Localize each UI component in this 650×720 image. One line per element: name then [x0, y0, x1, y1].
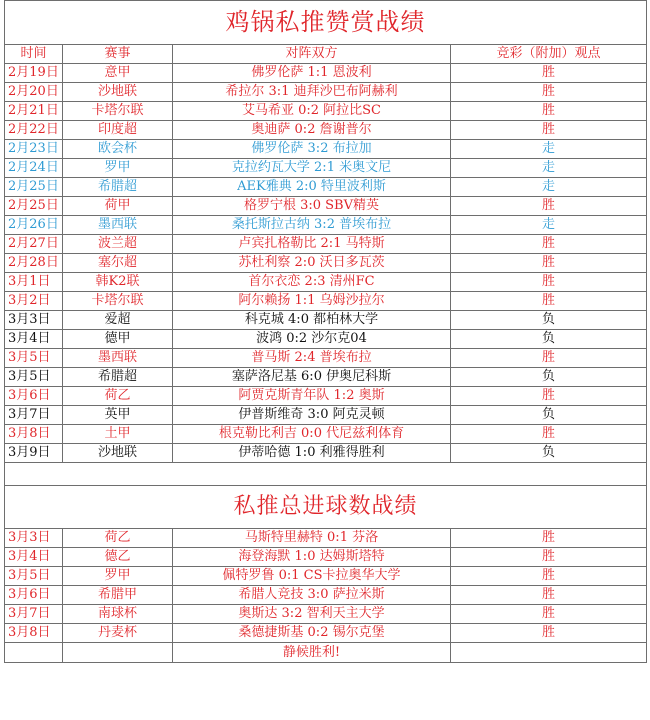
results-table [4, 0, 647, 663]
row-match: 希拉尔 3:1 迪拜沙巴布阿赫利 [173, 83, 451, 102]
section2-title: 私推总进球数战绩 [5, 486, 647, 529]
row-league: 墨西联 [63, 349, 173, 368]
row-date: 2月22日 [5, 121, 63, 140]
row-league: 丹麦杯 [63, 624, 173, 643]
row-date: 2月25日 [5, 197, 63, 216]
row-match: 克拉约瓦大学 2:1 米奥文尼 [173, 159, 451, 178]
row-league: 沙地联 [63, 83, 173, 102]
row-date: 3月3日 [5, 311, 63, 330]
row-date: 3月6日 [5, 387, 63, 406]
row-result: 胜 [451, 292, 647, 311]
results-sheet [4, 0, 646, 663]
row-date: 3月6日 [5, 586, 63, 605]
row-date: 3月7日 [5, 605, 63, 624]
row-match: 佩特罗鲁 0:1 CS卡拉奥华大学 [173, 567, 451, 586]
row-result: 胜 [451, 586, 647, 605]
row-result: 胜 [451, 548, 647, 567]
row-match: 海登海默 1:0 达姆斯塔特 [173, 548, 451, 567]
row-match: 艾马希亚 0:2 阿拉比SC [173, 102, 451, 121]
row-result: 胜 [451, 349, 647, 368]
row-league: 爱超 [63, 311, 173, 330]
table-row [5, 406, 647, 425]
row-match: 波鸿 0:2 沙尔克04 [173, 330, 451, 349]
row-result: 胜 [451, 121, 647, 140]
row-league: 韩K2联 [63, 273, 173, 292]
table-row [5, 64, 647, 83]
table-row [5, 425, 647, 444]
row-match: 伊普斯维奇 3:0 阿克灵顿 [173, 406, 451, 425]
table-row [5, 586, 647, 605]
row-date: 3月5日 [5, 349, 63, 368]
row-league: 荷乙 [63, 387, 173, 406]
row-match: 格罗宁根 3:0 SBV精英 [173, 197, 451, 216]
row-date: 2月26日 [5, 216, 63, 235]
table-row [5, 349, 647, 368]
row-league: 墨西联 [63, 216, 173, 235]
row-league: 荷乙 [63, 529, 173, 548]
row-match: 佛罗伦萨 1:1 恩波利 [173, 64, 451, 83]
row-date: 2月24日 [5, 159, 63, 178]
row-date: 2月20日 [5, 83, 63, 102]
row-date: 2月25日 [5, 178, 63, 197]
row-match: 桑德捷斯基 0:2 锡尔克堡 [173, 624, 451, 643]
row-date: 3月5日 [5, 567, 63, 586]
row-league: 德乙 [63, 548, 173, 567]
row-match: 奥迪萨 0:2 詹谢普尔 [173, 121, 451, 140]
table-row [5, 368, 647, 387]
table-row [5, 444, 647, 463]
row-match: 希腊人竞技 3:0 萨拉米斯 [173, 586, 451, 605]
row-league: 罗甲 [63, 159, 173, 178]
row-match: AEK雅典 2:0 特里波利斯 [173, 178, 451, 197]
row-date: 2月23日 [5, 140, 63, 159]
row-result: 胜 [451, 64, 647, 83]
row-result: 负 [451, 330, 647, 349]
row-date: 2月19日 [5, 64, 63, 83]
row-result: 胜 [451, 624, 647, 643]
row-match: 马斯特里赫特 0:1 芬洛 [173, 529, 451, 548]
row-league: 欧会杯 [63, 140, 173, 159]
footer-empty-cell [451, 643, 647, 663]
table-row [5, 83, 647, 102]
row-match: 佛罗伦萨 3:2 布拉加 [173, 140, 451, 159]
footer-empty-cell [5, 643, 63, 663]
row-date: 3月4日 [5, 330, 63, 349]
footer-row [5, 643, 647, 663]
row-date: 3月3日 [5, 529, 63, 548]
row-league: 塞尔超 [63, 254, 173, 273]
row-match: 苏杜利察 2:0 沃日多瓦茨 [173, 254, 451, 273]
row-result: 负 [451, 444, 647, 463]
footer-text: 静候胜利! [173, 643, 451, 663]
table-row [5, 140, 647, 159]
table-row [5, 178, 647, 197]
row-league: 卡塔尔联 [63, 292, 173, 311]
row-result: 胜 [451, 197, 647, 216]
row-result: 负 [451, 406, 647, 425]
table-row [5, 529, 647, 548]
row-league: 意甲 [63, 64, 173, 83]
row-result: 胜 [451, 567, 647, 586]
row-match: 奥斯达 3:2 智利天主大学 [173, 605, 451, 624]
spacer-row [5, 463, 647, 486]
row-result: 胜 [451, 529, 647, 548]
row-match: 卢宾扎格勒比 2:1 马特斯 [173, 235, 451, 254]
row-match: 首尔衣恋 2:3 清州FC [173, 273, 451, 292]
table-row [5, 254, 647, 273]
table-row [5, 102, 647, 121]
table-row [5, 159, 647, 178]
row-league: 南球杯 [63, 605, 173, 624]
row-result: 胜 [451, 425, 647, 444]
row-date: 3月2日 [5, 292, 63, 311]
row-date: 3月9日 [5, 444, 63, 463]
table-row [5, 548, 647, 567]
row-result: 胜 [451, 235, 647, 254]
row-match: 科克城 4:0 都柏林大学 [173, 311, 451, 330]
row-league: 英甲 [63, 406, 173, 425]
row-date: 3月8日 [5, 425, 63, 444]
table-row [5, 605, 647, 624]
row-league: 罗甲 [63, 567, 173, 586]
row-match: 普马斯 2:4 普埃布拉 [173, 349, 451, 368]
row-match: 阿尔赖扬 1:1 乌姆沙拉尔 [173, 292, 451, 311]
table-row [5, 273, 647, 292]
row-match: 根克勒比利吉 0:0 代尼兹利体育 [173, 425, 451, 444]
row-result: 走 [451, 140, 647, 159]
row-date: 3月5日 [5, 368, 63, 387]
row-date: 2月28日 [5, 254, 63, 273]
row-match: 桑托斯拉古纳 3:2 普埃布拉 [173, 216, 451, 235]
row-date: 2月27日 [5, 235, 63, 254]
table-row [5, 292, 647, 311]
row-match: 伊蒂哈德 1:0 利雅得胜利 [173, 444, 451, 463]
table-row [5, 330, 647, 349]
row-date: 3月4日 [5, 548, 63, 567]
row-match: 阿贾克斯青年队 1:2 奥斯 [173, 387, 451, 406]
table-row [5, 387, 647, 406]
row-league: 希腊甲 [63, 586, 173, 605]
row-league: 希腊超 [63, 178, 173, 197]
row-league: 沙地联 [63, 444, 173, 463]
header-match: 对阵双方 [173, 45, 451, 64]
row-result: 胜 [451, 605, 647, 624]
row-date: 3月7日 [5, 406, 63, 425]
table-row [5, 311, 647, 330]
row-result: 胜 [451, 273, 647, 292]
row-league: 德甲 [63, 330, 173, 349]
footer-empty-cell [63, 643, 173, 663]
row-result: 负 [451, 311, 647, 330]
header-league: 赛事 [63, 45, 173, 64]
row-result: 走 [451, 216, 647, 235]
row-league: 卡塔尔联 [63, 102, 173, 121]
table-row [5, 216, 647, 235]
row-date: 3月8日 [5, 624, 63, 643]
table-row [5, 121, 647, 140]
table-row [5, 567, 647, 586]
row-result: 胜 [451, 254, 647, 273]
section1-title: 鸡锅私推赞赏战绩 [5, 1, 647, 45]
row-result: 走 [451, 159, 647, 178]
table-row [5, 624, 647, 643]
header-time: 时间 [5, 45, 63, 64]
row-match: 塞萨洛尼基 6:0 伊奥尼科斯 [173, 368, 451, 387]
row-date: 2月21日 [5, 102, 63, 121]
row-result: 胜 [451, 387, 647, 406]
row-league: 土甲 [63, 425, 173, 444]
row-league: 希腊超 [63, 368, 173, 387]
row-league: 荷甲 [63, 197, 173, 216]
header-result: 竞彩（附加）观点 [451, 45, 647, 64]
row-league: 波兰超 [63, 235, 173, 254]
row-result: 负 [451, 368, 647, 387]
row-date: 3月1日 [5, 273, 63, 292]
table-row [5, 197, 647, 216]
row-result: 胜 [451, 83, 647, 102]
table-row [5, 235, 647, 254]
row-result: 走 [451, 178, 647, 197]
row-result: 胜 [451, 102, 647, 121]
row-league: 印度超 [63, 121, 173, 140]
